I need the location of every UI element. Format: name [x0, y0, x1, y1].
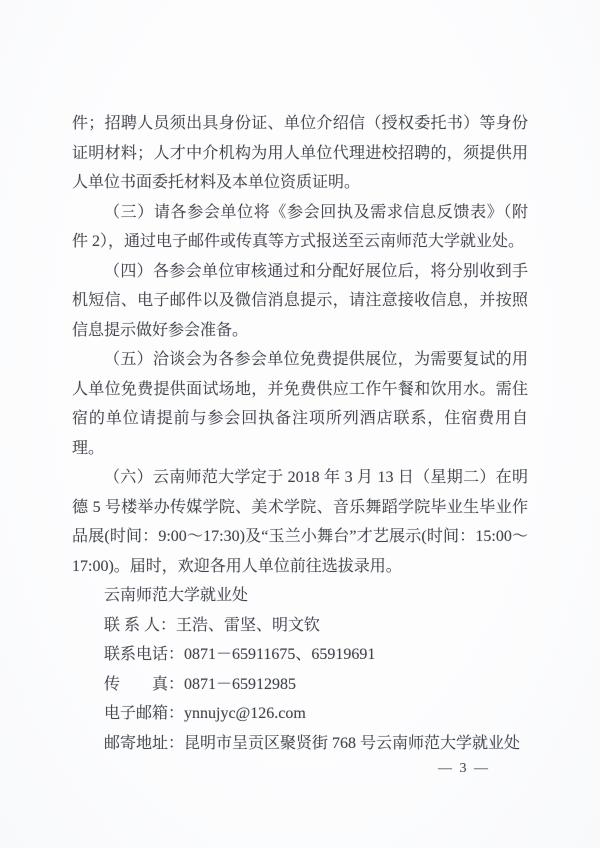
mailing-address-line: 邮寄地址：昆明市呈贡区聚贤街 768 号云南师范大学就业处	[104, 734, 521, 752]
para-item-3-line-2: 件 2），通过电子邮件或传真等方式报送至云南师范大学就业处。	[72, 233, 525, 250]
contact-fax-line: 传 真：0871－65912985	[104, 675, 297, 693]
para-item-4-line-3: 信息提示做好参会准备。	[72, 321, 249, 339]
para-item-6-line-3: 品展(时间：9:00～17:30)及“玉兰小舞台”才艺展示(时间：15:00～	[72, 528, 528, 545]
para-item-6-line-4: 17:00)。届时，欢迎各用人单位前往选拔录用。	[72, 557, 402, 575]
para-credentials-line-3: 人单位书面委托材料及本单位资质证明。	[72, 174, 361, 191]
para-item-5-line-2: 人单位免费提供面试场地，并免费供应工作午餐和饮用水。需住	[72, 380, 528, 398]
para-item-5-line-4: 理。	[72, 439, 105, 457]
contact-email-line: 电子邮箱：ynnujyc@126.com	[104, 705, 306, 722]
para-item-6-line-1: （六）云南师范大学定于 2018 年 3 月 13 日（星期二）在明	[104, 469, 528, 486]
para-item-6-line-2: 德 5 号楼举办传媒学院、美术学院、音乐舞蹈学院毕业生毕业作	[72, 498, 528, 516]
para-item-3-line-1: （三）请各参会单位将《参会回执及需求信息反馈表》（附	[104, 203, 528, 221]
document-text-block	[72, 109, 528, 758]
contact-person-line: 联 系 人：王浩、雷坚、明文钦	[104, 616, 321, 634]
para-item-4-line-2: 机短信、电子邮件以及微信消息提示，请注意接收信息，并按照	[72, 292, 528, 309]
page-number: — 3 —	[438, 761, 490, 776]
signature-office: 云南师范大学就业处	[104, 587, 249, 604]
para-item-5-line-3: 宿的单位请提前与参会回执备注项所列酒店联系，住宿费用自	[72, 410, 528, 427]
para-credentials-line-1: 件；招聘人员须出具身份证、单位介绍信（授权委托书）等身份	[72, 115, 528, 132]
para-credentials-line-2: 证明材料；人才中介机构为用人单位代理进校招聘的，须提供用	[72, 144, 528, 162]
para-item-4-line-1: （四）各参会单位审核通过和分配好展位后，将分别收到手	[104, 262, 528, 280]
contact-phone-line: 联系电话：0871－65911675、65919691	[104, 646, 376, 663]
para-item-5-line-1: （五）洽谈会为各参会单位免费提供展位，为需要复试的用	[104, 351, 528, 368]
